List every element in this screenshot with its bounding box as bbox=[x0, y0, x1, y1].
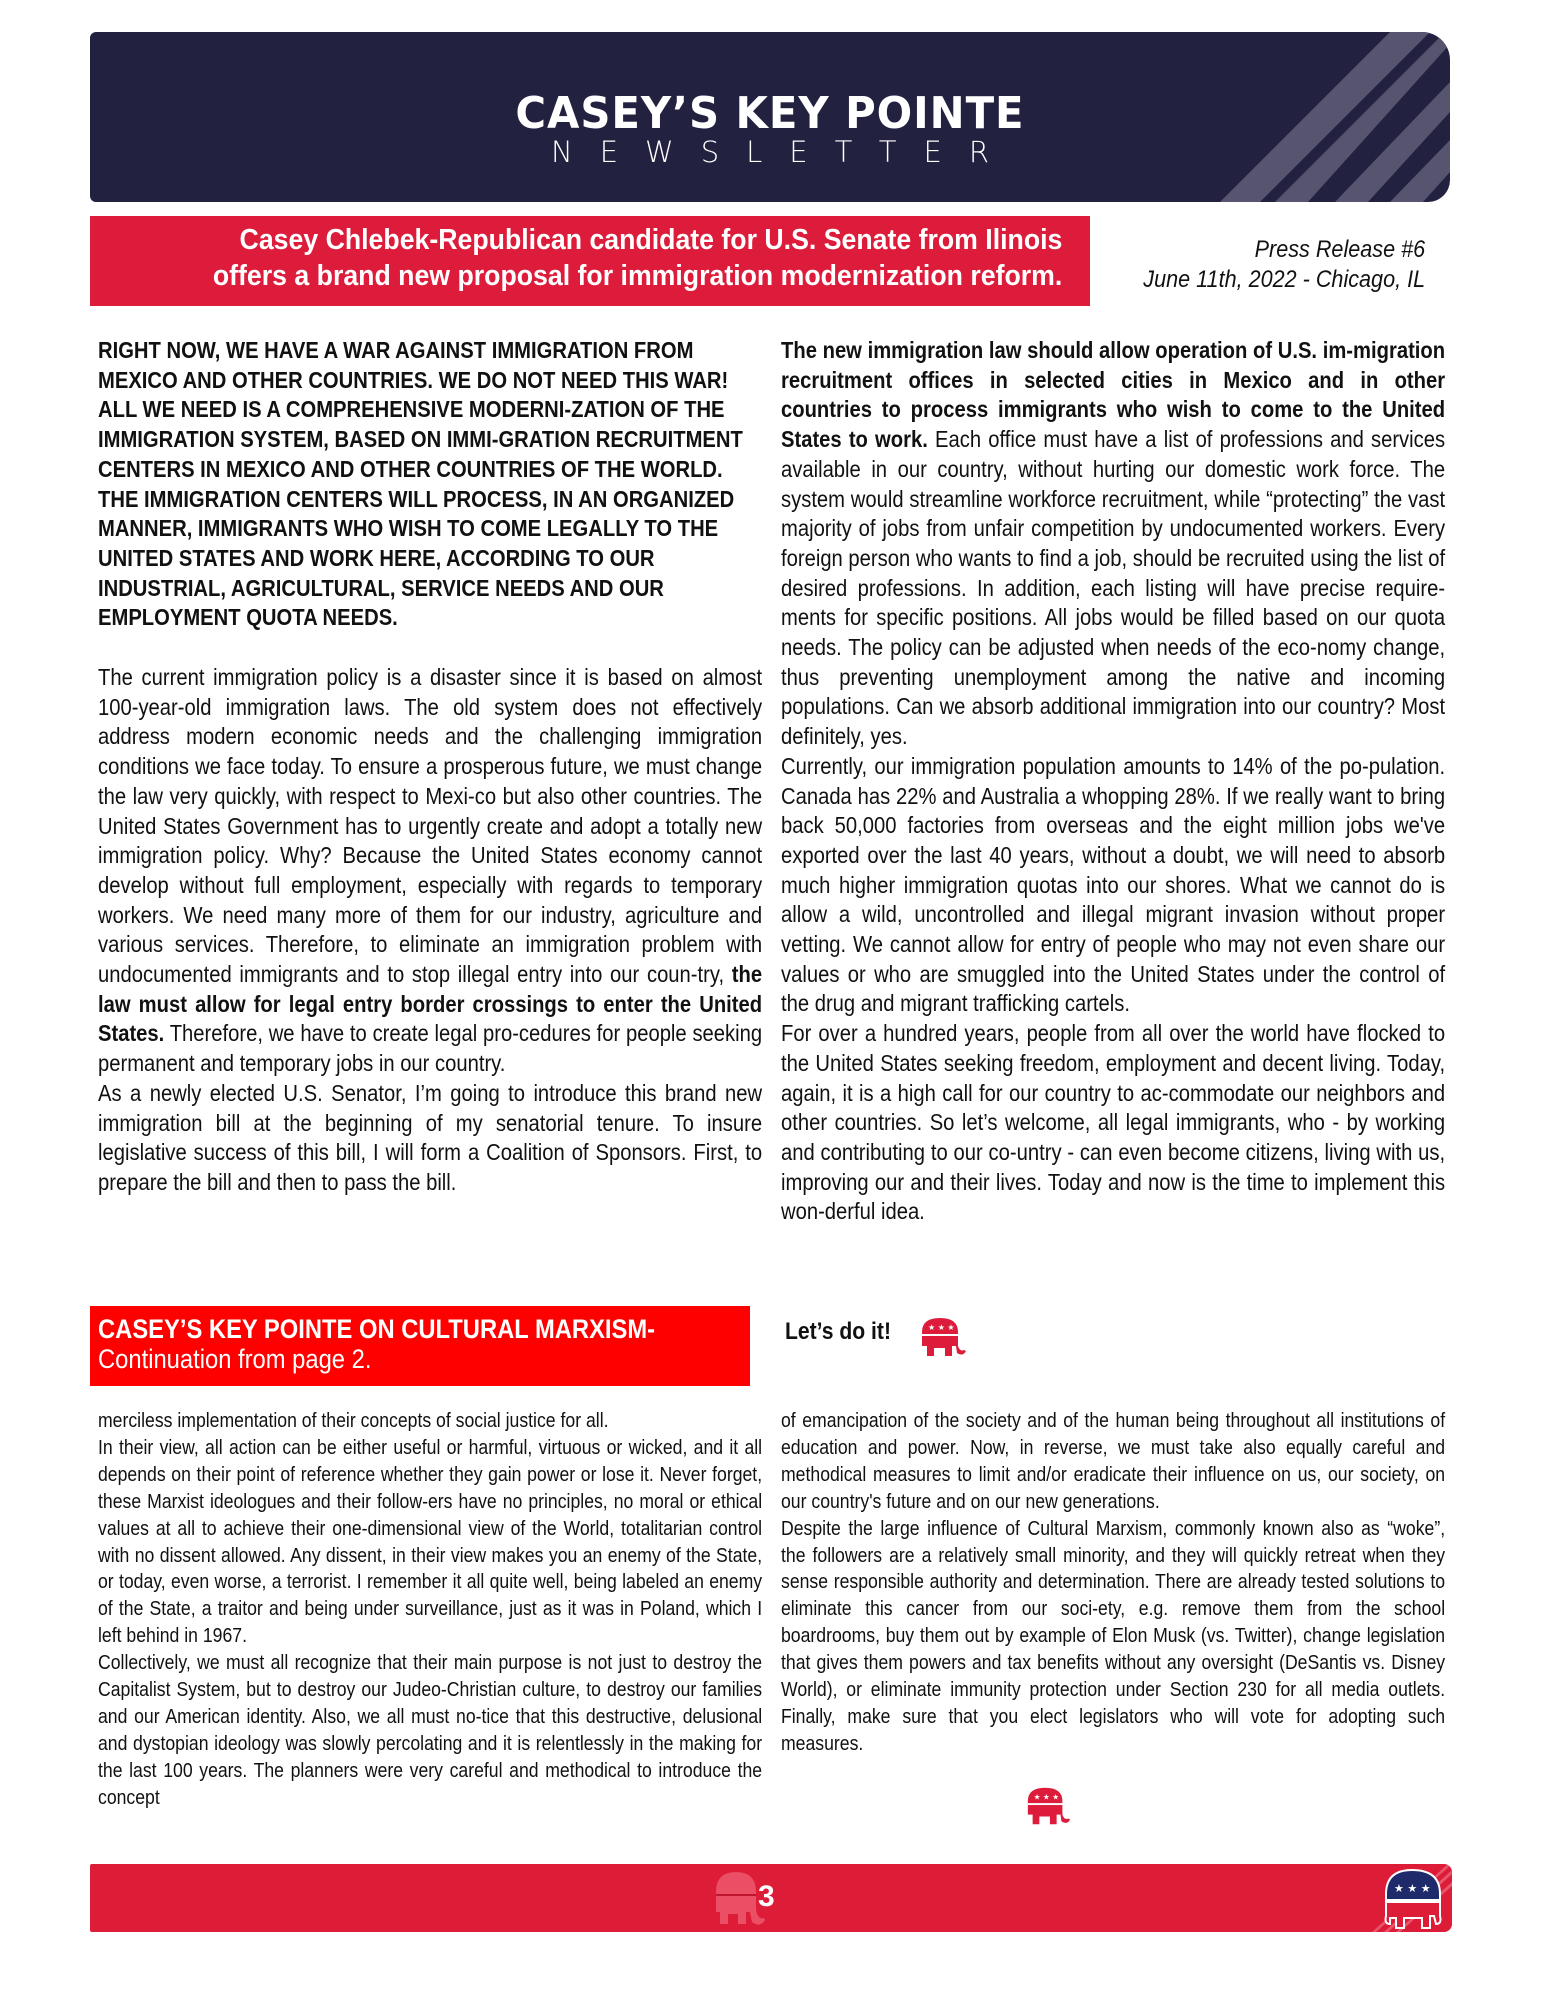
policy-paragraph bbox=[98, 663, 762, 1079]
population-paragraph: Currently, our immigration population amounts to 14% of the po-pulation. Canada has 22% and Australia a whopping 28%. If we really want to bring back 50,000 factories from overseas and the eight million jobs we've exported over the last 40 years, without a doubt, we will need to absorb much higher immigration quotas into our shores. What we cannot do is allow a wild, uncontrolled and illegal migrant invasion without proper vetting. We cannot allow for entry of people who may not even share our values or who are smuggled into the United States under the control of the drug and migrant trafficking cartels. bbox=[781, 752, 1446, 1017]
recruitment-emphasis: The new immigration law should allow operation of U.S. im-migration recruitment offices in selected cities in Mexico and in other countries to process immigrants who wish to come to the United States to work. bbox=[781, 337, 1446, 453]
footer-bar bbox=[90, 1864, 1452, 1932]
article-left-column bbox=[98, 336, 762, 1198]
closing-call: Let’s do it! bbox=[785, 1318, 891, 1345]
marxism-left-column bbox=[98, 1408, 762, 1812]
newsletter-title: CASEY’S KEY POINTE bbox=[515, 88, 1025, 139]
republican-elephant-icon bbox=[1024, 1785, 1072, 1827]
page-number: 3 bbox=[758, 1880, 775, 1913]
intro-paragraph: RIGHT NOW, WE HAVE A WAR AGAINST IMMIGRATION FROM MEXICO AND OTHER COUNTRIES. WE DO NOT NEED THIS WAR! ALL WE NEED IS A COMPREHENSIVE MODERNI-ZATION OF THE IMMIGRATION SYSTEM, BASED ON IMMI-GRATION RECRUITMENT CENTERS IN MEXICO AND OTHER COUNTRIES OF THE WORLD. THE IMMIGRATION CENTERS WILL PROCESS, IN AN ORGANIZED MANNER, IMMIGRANTS WHO WISH TO COME LEGALLY TO THE UNITED STATES AND WORK HERE, ACCORDING TO OUR INDUSTRIAL, AGRICULTURAL, SERVICE NEEDS AND OUR EMPLOYMENT QUOTA NEEDS. bbox=[98, 337, 743, 631]
press-release-dateline: June 11th, 2022 - Chicago, IL bbox=[1143, 266, 1425, 293]
section-title: CASEY’S KEY POINTE ON CULTURAL MARXISM- bbox=[98, 1314, 656, 1344]
press-release-number: Press Release #6 bbox=[1254, 236, 1425, 263]
article-right-column bbox=[781, 336, 1445, 1227]
recruitment-text: Each office must have a list of professions and services available in our country, without hurting our domestic work force. The system would streamline workforce recruitment, while “protecting” the vast majority of jobs from unfair competition by undocumented workers. Every foreign person who wants to find a job, should be recruited using the list of desired professions. In addition, each listing will have precise require-ments for specific positions. All jobs would be filled based on our quota needs. The policy can be adjusted when needs of the eco-nomy change, thus preventing unemployment among the native and incoming populations. Can we absorb additional immigration into our country? Most definitely, yes. bbox=[781, 426, 1446, 750]
section-subtitle: Continuation from page 2. bbox=[98, 1344, 372, 1374]
headline-line-2: offers a brand new proposal for immigration modernization reform. bbox=[212, 260, 1062, 292]
senator-paragraph: As a newly elected U.S. Senator, I’m going to introduce this brand new immigration bill at the beginning of my senatorial tenure. To insure legislative success of this bill, I will form a Coalition of Sponsors. First, to prepare the bill and then to pass the bill. bbox=[98, 1079, 763, 1195]
headline-banner bbox=[90, 216, 1090, 306]
marxism-right-column bbox=[781, 1408, 1445, 1758]
svg-text:★ ★ ★: ★ ★ ★ bbox=[1033, 1792, 1060, 1802]
recruitment-paragraph bbox=[781, 336, 1445, 752]
marxism-paragraph-5: Despite the large influence of Cultural Marxism, commonly known also as “woke”, the followers are a relatively small minority, and they will quickly retreat when they sense responsible authority and determination. There are already tested solutions to eliminate this cancer from our soci-ety, e.g. remove them from the school boardrooms, buy them out by example of Elon Musk (vs. Twitter), change legislation that gives them powers and tax benefits without any oversight (DeSantis vs. Disney World), or eliminate immunity protection under Section 230 for all media outlets. Finally, make sure that you elect legislators who will vote for adopting such measures. bbox=[781, 1516, 1446, 1755]
republican-elephant-icon bbox=[918, 1316, 968, 1358]
welcome-paragraph: For over a hundred years, people from all over the world have flocked to the United States seeking freedom, employment and decent living. Today, again, it is a high call for our country to ac-commodate our neighbors and other countries. So let’s welcome, all legal immigrants, who - by working and contributing to our co-untry - can even become citizens, living with us, improving our and their lives. Today and now is the time to implement this won-derful idea. bbox=[781, 1020, 1446, 1225]
policy-text: The current immigration policy is a disaster since it is based on almost 100-year-old immigration laws. The old system does not effectively address modern economic needs and the challenging immigration conditions we face today. To ensure a prosperous future, we must change the law very quickly, with respect to Mexi-co but also other countries. The United States Government has to urgently create and adopt a totally new immigration policy. Why? Because the United States economy cannot develop without full employment, especially with regards to temporary workers. We need many more of them for our industry, agriculture and various services. Therefore, to eliminate an immigration problem with undocumented immigrants and to stop illegal entry into our coun-try, bbox=[98, 664, 763, 988]
masthead-banner bbox=[90, 32, 1450, 202]
marxism-paragraph-3: Collectively, we must all recognize that their main purpose is not just to destroy the Capitalist System, but to destroy our Judeo-Christian culture, to destroy our families and our American identity. Also, we all must no-tice that this destructive, delusional and dystopian ideology was slowly percolating and it is relentlessly in the making for the last 100 years. The planners were very careful and methodical to introduce the concept bbox=[98, 1651, 763, 1809]
headline-line-1: Casey Chlebek-Republican candidate for U.S. Senate from Ilinois bbox=[239, 224, 1062, 256]
newsletter-subtitle: NEWSLETTER bbox=[551, 135, 1016, 169]
policy-emphasis: the law must allow for legal entry border crossings to enter the United States. bbox=[98, 961, 763, 1047]
marxism-paragraph-2: In their view, all action can be either useful or harmful, virtuous or wicked, and it all depends on their point of reference whether they gain power or lose it. Never forget, these Marxist ideologues and their follow-ers have no principles, no moral or ethical values at all to achieve their one-dimensional view of the World, totalitarian control with no dissent allowed. Any dissent, in their view makes you an enemy of the State, or today, even worse, a terrorist. I remember it all quite well, being labeled an enemy of the State, a traitor and being under surveillance, just as it was in Poland, which I left behind in 1967. bbox=[98, 1435, 763, 1648]
marxism-paragraph-1: merciless implementation of their concepts of social justice for all. bbox=[98, 1409, 609, 1432]
press-release-info bbox=[1143, 235, 1425, 295]
policy-text-cont: Therefore, we have to create legal pro-cedures for people seeking permanent and temporary jobs in our country. bbox=[98, 1020, 763, 1077]
svg-text:★ ★ ★: ★ ★ ★ bbox=[928, 1323, 955, 1332]
svg-text:★ ★ ★: ★ ★ ★ bbox=[1394, 1882, 1431, 1895]
gop-elephant-logo-icon bbox=[1382, 1864, 1444, 1932]
section-banner-cultural-marxism bbox=[90, 1306, 750, 1386]
marxism-paragraph-4: of emancipation of the society and of the human being throughout all institutions of education and power. Now, in reverse, we must take also equally careful and methodical measures to limit and/or eradicate their influence on us, our society, on our country's future and on our new generations. bbox=[781, 1409, 1446, 1513]
